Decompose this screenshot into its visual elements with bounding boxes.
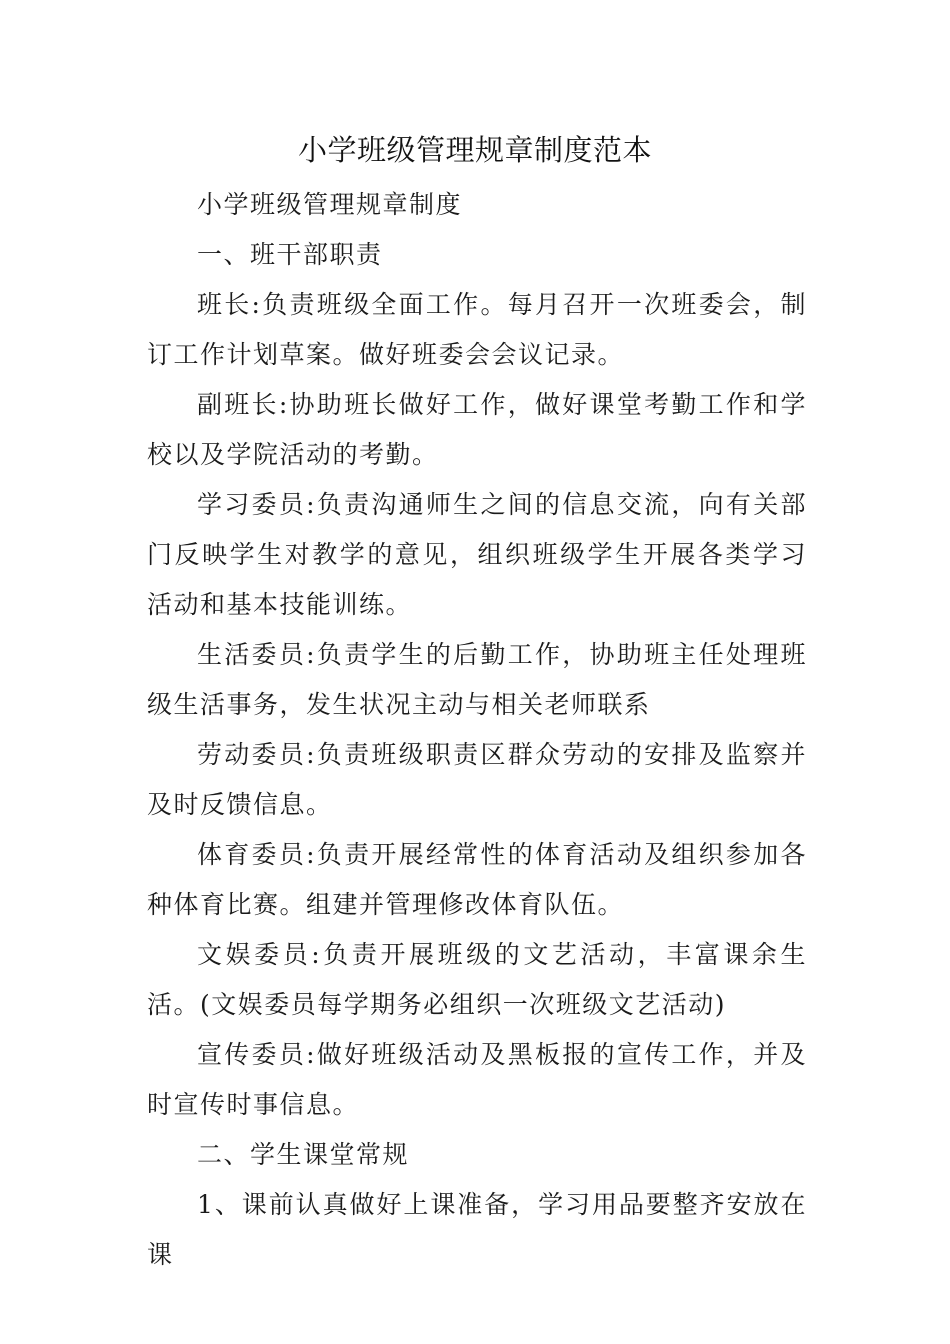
document-body [147, 180, 807, 1280]
paragraph-class-monitor: 班长:负责班级全面工作。每月召开一次班委会，制订工作计划草案。做好班委会会议记录。 [147, 290, 807, 369]
paragraph-entertainment-committee: 文娱委员:负责开展班级的文艺活动，丰富课余生活。(文娱委员每学期务必组织一次班级文艺活动) [147, 940, 807, 1019]
paragraph-study-committee: 学习委员:负责沟通师生之间的信息交流，向有关部门反映学生对教学的意见，组织班级学生开展各类学习活动和基本技能训练。 [147, 490, 807, 619]
document-title: 小学班级管理规章制度范本 [297, 133, 652, 167]
paragraph-life-committee: 生活委员:负责学生的后勤工作，协助班主任处理班级生活事务，发生状况主动与相关老师联系 [147, 640, 807, 719]
section-heading-class-cadre-duties: 一、班干部职责 [197, 240, 383, 269]
paragraph-publicity-committee: 宣传委员:做好班级活动及黑板报的宣传工作，并及时宣传时事信息。 [147, 1040, 807, 1119]
section-heading-classroom-rules: 二、学生课堂常规 [197, 1140, 410, 1169]
paragraph-rule-1: 1、课前认真做好上课准备，学习用品要整齐安放在课 [147, 1190, 807, 1269]
paragraph-subtitle: 小学班级管理规章制度 [197, 190, 463, 219]
paragraph-labor-committee: 劳动委员:负责班级职责区群众劳动的安排及监察并及时反馈信息。 [147, 740, 807, 819]
paragraph-vice-monitor: 副班长:协助班长做好工作，做好课堂考勤工作和学校以及学院活动的考勤。 [147, 390, 807, 469]
paragraph-sports-committee: 体育委员:负责开展经常性的体育活动及组织参加各种体育比赛。组建并管理修改体育队伍。 [147, 840, 807, 919]
